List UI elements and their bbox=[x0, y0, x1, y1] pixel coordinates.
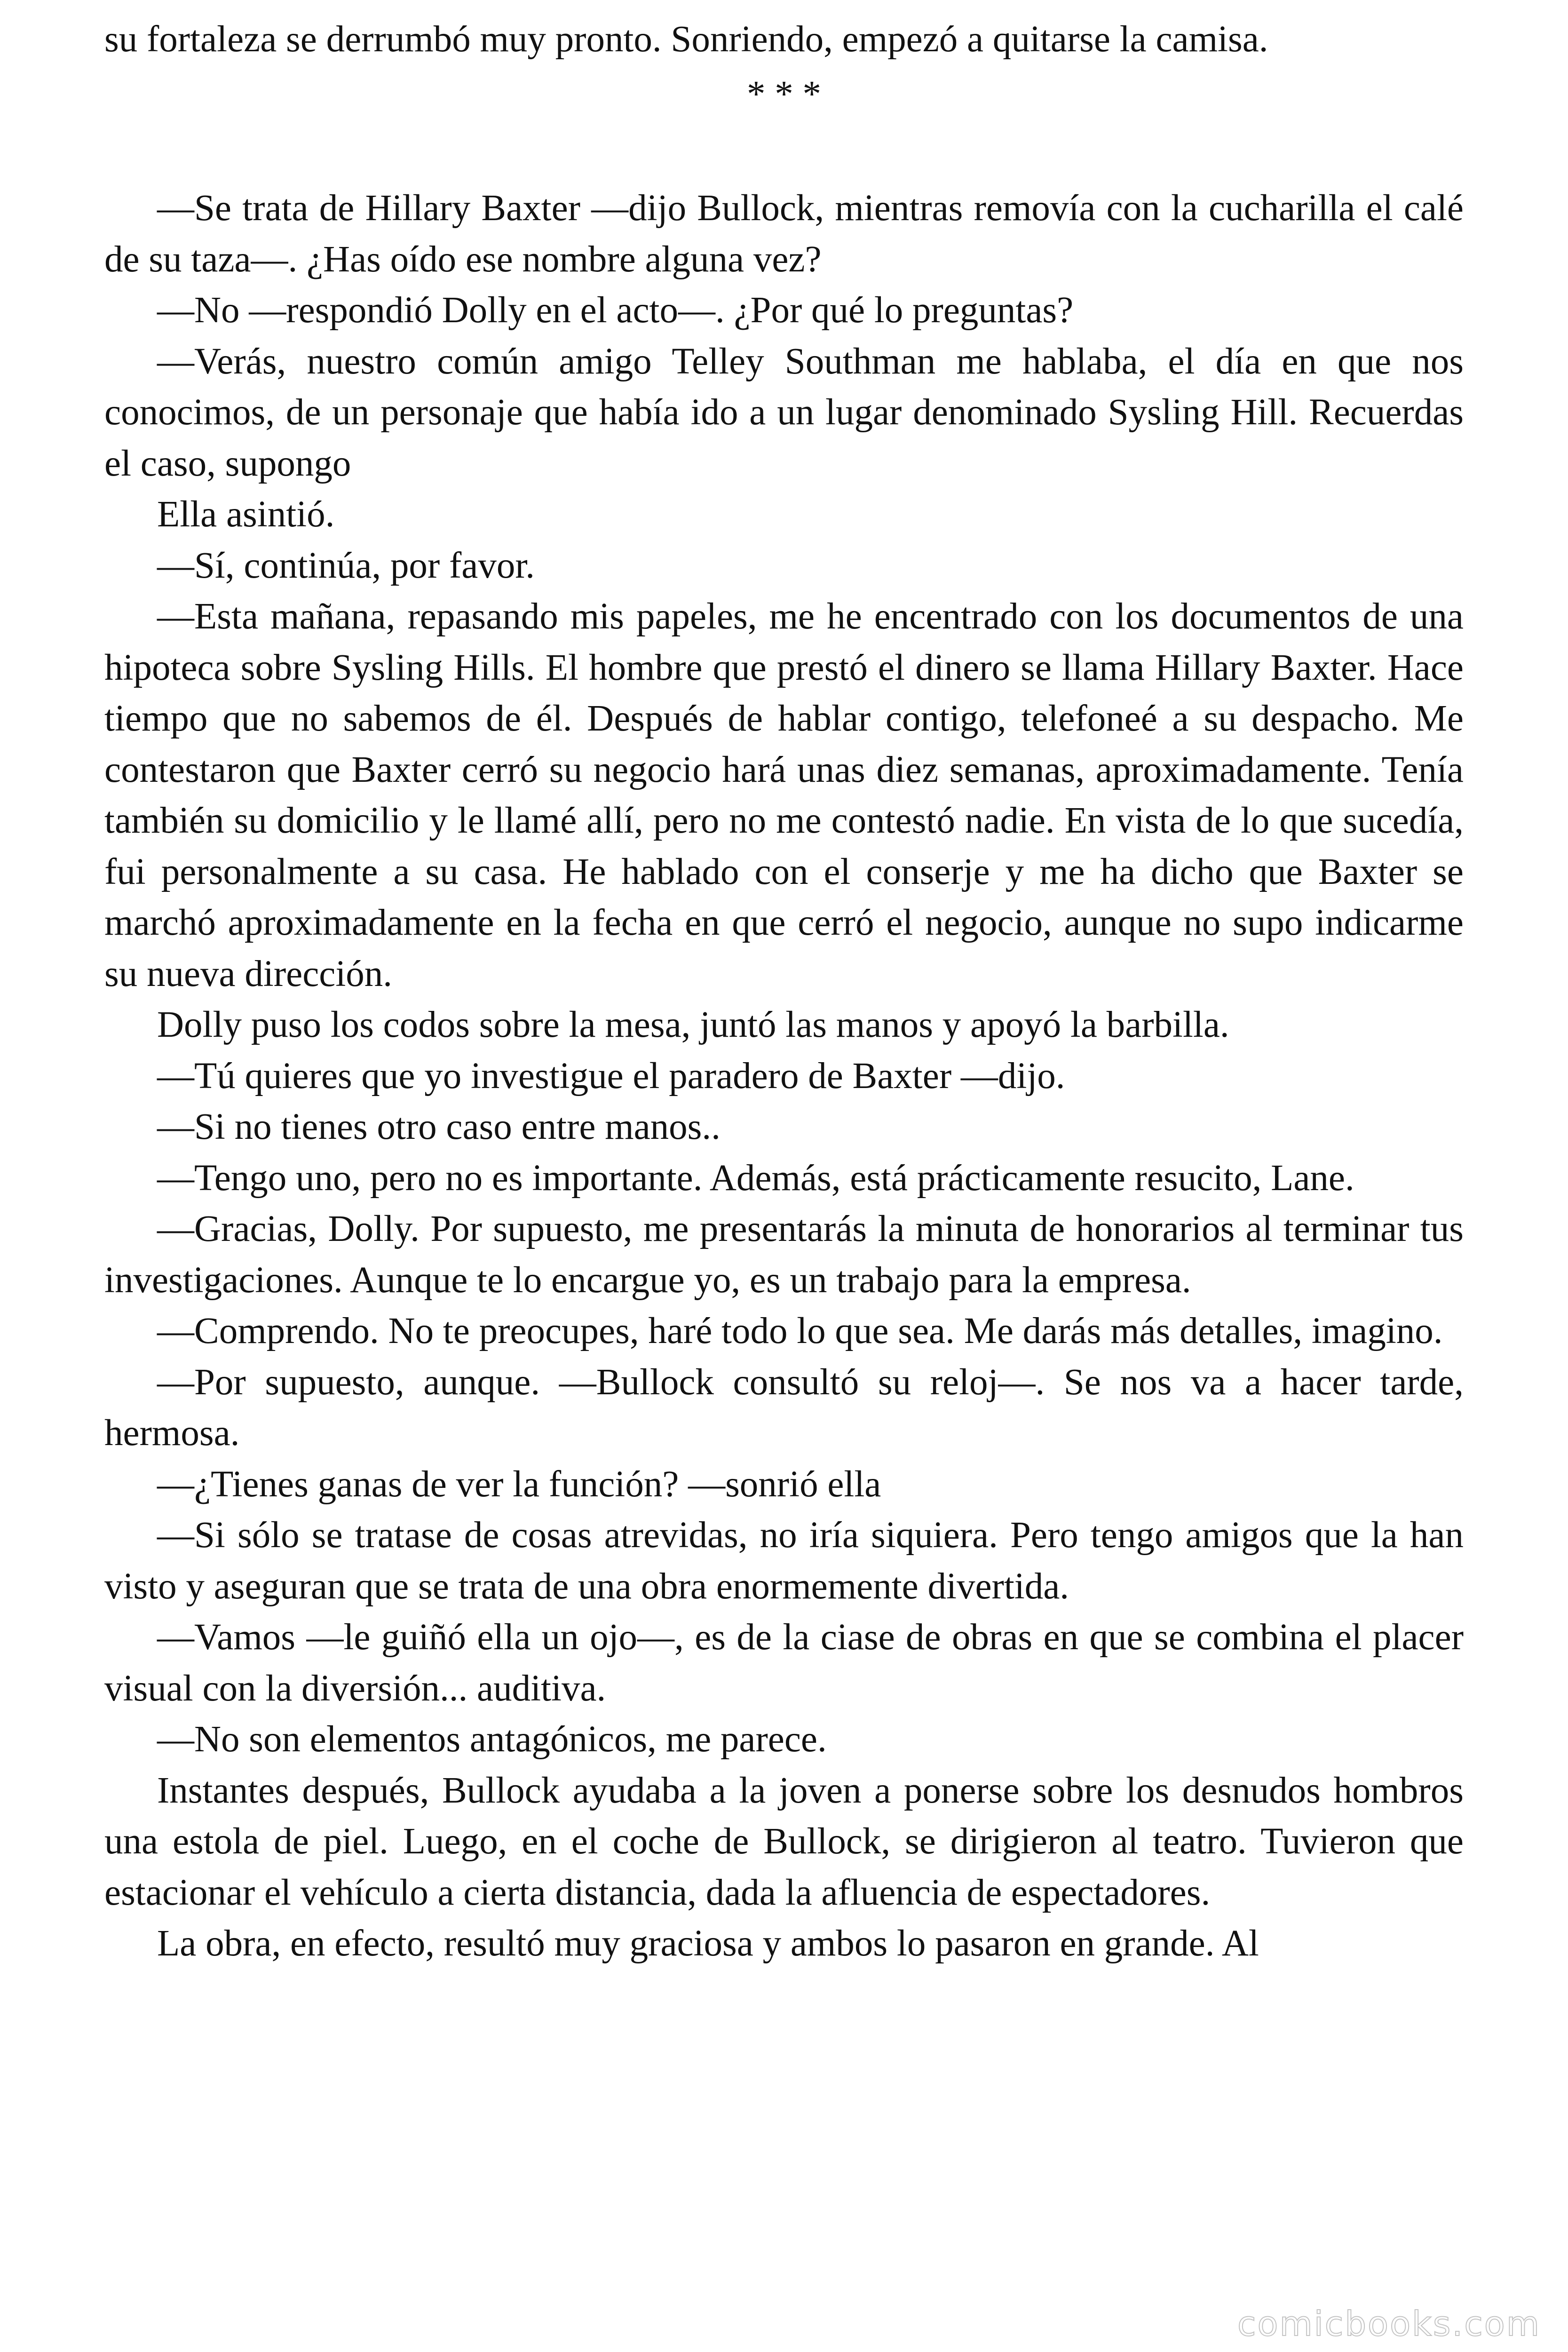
paragraph-continuation: su fortaleza se derrumbó muy pronto. Sonriendo, empezó a quitarse la camisa. bbox=[104, 19, 1268, 60]
paragraph: Ella asintió. bbox=[157, 494, 335, 535]
paragraph: —No son elementos antagónicos, me parece. bbox=[157, 1719, 827, 1760]
paragraph: Instantes después, Bullock ayudaba a la joven a ponerse sobre los desnudos hombros una estola de piel. Luego, en el coche de Bullock, se dirigieron al teatro. Tuvieron que estacionar el vehículo a cierta distancia, dada la afluencia de espectadores. bbox=[104, 1770, 1464, 1913]
paragraph: —Tú quieres que yo investigue el paradero de Baxter —dijo. bbox=[157, 1055, 1065, 1097]
paragraph: —Vamos —le guiñó ella un ojo—, es de la ciase de obras en que se combina el placer visual con la diversión... auditiva. bbox=[104, 1617, 1464, 1709]
paragraph: —Si no tienes otro caso entre manos.. bbox=[157, 1106, 721, 1147]
book-page bbox=[104, 14, 1464, 1970]
paragraph: Dolly puso los codos sobre la mesa, juntó las manos y apoyó la barbilla. bbox=[157, 1004, 1229, 1045]
paragraph: —Tengo uno, pero no es importante. Además, está prácticamente resucito, Lane. bbox=[157, 1157, 1354, 1199]
paragraph: —Esta mañana, repasando mis papeles, me he encentrado con los documentos de una hipoteca sobre Sysling Hills. El hombre que prestó el dinero se llama Hillary Baxter. Hace tiempo que no sabemos de él. Después de hablar contigo, telefoneé a su despacho. Me contestaron que Baxter cerró su negocio hará unas diez semanas, aproximadamente. Tenía también su domicilio y le llamé allí, pero no me contestó nadie. En vista de lo que sucedía, fui personalmente a su casa. He hablado con el conserje y me ha dicho que Baxter se marchó aproximadamente en la fecha en que cerró el negocio, aunque no supo indicarme su nueva dirección. bbox=[104, 596, 1464, 994]
paragraph: —No —respondió Dolly en el acto—. ¿Por qué lo preguntas? bbox=[157, 290, 1074, 331]
paragraph: —Comprendo. No te preocupes, haré todo lo que sea. Me darás más detalles, imagino. bbox=[157, 1311, 1443, 1351]
paragraph: —Por supuesto, aunque. —Bullock consultó su reloj—. Se nos va a hacer tarde, hermosa. bbox=[104, 1361, 1464, 1454]
paragraph-last: La obra, en efecto, resultó muy graciosa y ambos lo pasaron en grande. Al bbox=[157, 1923, 1259, 1964]
paragraph: —Verás, nuestro común amigo Telley Southman me hablaba, el día en que nos conocimos, de un personaje que había ido a un lugar denominado Sysling Hill. Recuerdas el caso, supongo bbox=[104, 341, 1464, 484]
paragraph: —Se trata de Hillary Baxter —dijo Bullock, mientras removía con la cucharilla el calé de su taza—. ¿Has oído ese nombre alguna vez? bbox=[104, 188, 1464, 280]
paragraph: —Gracias, Dolly. Por supuesto, me presentarás la minuta de honorarios al terminar tus investigaciones. Aunque te lo encargue yo, es un trabajo para la empresa. bbox=[104, 1208, 1464, 1301]
paragraph: —¿Tienes ganas de ver la función? —sonrió ella bbox=[157, 1463, 881, 1505]
watermark: comicbooks.com bbox=[1237, 2304, 1541, 2344]
section-separator: * * * bbox=[747, 73, 821, 115]
paragraph: —Si sólo se tratase de cosas atrevidas, no iría siquiera. Pero tengo amigos que la han visto y aseguran que se trata de una obra enormemente divertida. bbox=[104, 1515, 1464, 1607]
paragraph: —Sí, continúa, por favor. bbox=[157, 545, 535, 586]
